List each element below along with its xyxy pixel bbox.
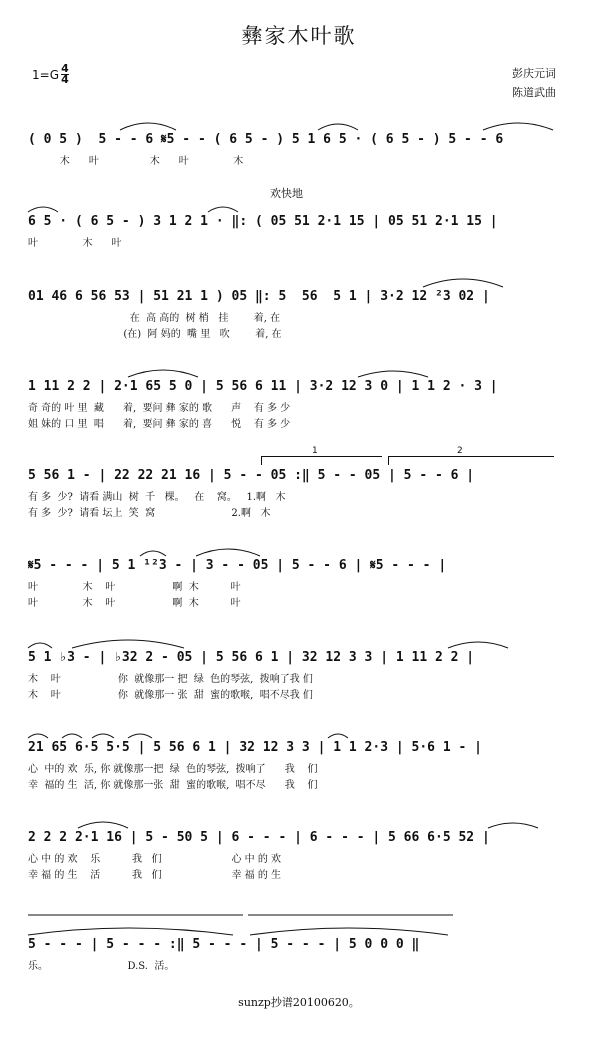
lyrics-verse-1: 叶 木 叶 <box>28 238 122 249</box>
notes-line: 𝄋5 - - - | 5 1 ¹²3 - | 3 - - 05 | 5 - - 6 | 𝄋5 - - - | <box>28 558 447 573</box>
notes-line: 01 46 6 56 53 | 51 21 1 ) 05 ‖: 5 56 5 1 | 3·2 12 ²3 02 | <box>28 289 490 304</box>
lyrics-verse-2: 姐 妹的 口 里 唱 着, 要问 彝 家的 喜 悦 有 多 少 <box>28 419 291 430</box>
lyrics-verse-2 <box>28 170 558 186</box>
lyrics-verse-1: 奇 奇的 叶 里 藏 着, 要问 彝 家的 歌 声 有 多 少 <box>28 403 291 414</box>
lyrics-verse-2: 幸 福的 生 活, 你 就像那一张 甜 蜜的歌喉, 唱不尽 我 们 <box>28 780 318 791</box>
credits <box>512 64 556 102</box>
lyrics-verse-1: 乐。 D.S. 活。 <box>28 961 175 972</box>
time-denominator: 4 <box>61 73 69 86</box>
lyrics-verse-1: 叶 木 叶 啊 木 叶 <box>28 582 241 593</box>
key-signature <box>32 64 69 85</box>
lyrics-verse-2: 幸 福 的 生 活 我 们 幸 福 的 生 <box>28 870 282 881</box>
composer: 陈道武曲 <box>512 86 556 99</box>
notes-line: 6 5 · ( 6 5 - ) 3 1 2 1 · ‖: ( 05 51 2·1 15 | 05 51 2·1 15 | <box>28 214 498 229</box>
notes-line: 2 2 2 2·1 16 | 5 - 50 5 | 6 - - - | 6 - - - | 5 66 6·5 52 | <box>28 830 490 845</box>
lyrics-verse-2 <box>28 252 558 268</box>
lyrics-verse-2: 木 叶 你 就像那一 张 甜 蜜的歌喉, 唱不尽我 们 <box>28 690 313 701</box>
notes-line: 5 56 1 - | 22 22 21 16 | 5 - - 05 :‖ 5 - - 05 | 5 - - 6 | <box>28 468 475 483</box>
lyrics-verse-2: 有 多 少? 请看 坛上 笑 窝 2.啊 木 <box>28 508 271 519</box>
tempo-marking: 欢快地 <box>270 187 303 200</box>
lyrics-verse-2: (在) 阿 妈的 嘴 里 吹 着, 在 <box>28 329 282 340</box>
lyrics-verse-1: 有 多 少? 请看 满山 树 千 棵。 在 窝。 1.啊 木 <box>28 492 286 503</box>
volta-first: 1 <box>261 456 382 465</box>
lyricist: 彭庆元词 <box>512 67 556 80</box>
key-text: 1=G <box>32 67 59 82</box>
song-title: 彝家木叶歌 <box>241 24 357 48</box>
lyrics-verse-1: 心 中 的 欢 乐 我 们 心 中 的 欢 <box>28 854 282 865</box>
lyrics-verse-1: 木 叶 木 叶 木 <box>28 156 244 167</box>
transcriber-note: sunzp抄谱20100620。 <box>238 996 360 1009</box>
lyrics-verse-1: 在 高 高的 树 梢 挂 着, 在 <box>28 313 281 324</box>
lyrics-verse-1: 心 中的 欢 乐, 你 就像那一把 绿 色的琴弦, 拨响了 我 们 <box>28 764 318 775</box>
notes-line: 21 65 6·5 5·5 | 5 56 6 1 | 32 12 3 3 | 1 1 2·3 | 5·6 1 - | <box>28 740 482 755</box>
lyrics-verse-1: 木 叶 你 就像那一 把 绿 色的琴弦, 拨响了我 们 <box>28 674 313 685</box>
volta-second: 2 <box>388 456 554 465</box>
time-numerator: 4 <box>61 62 69 75</box>
lyrics-verse-2 <box>28 975 558 991</box>
notes-line: 1 11 2 2 | 2·1 65 5 0 | 5 56 6 11 | 3·2 12 3 0 | 1 1 2 · 3 | <box>28 379 498 394</box>
notes-line: 5 1 ♭3 - | ♭32 2 - 05 | 5 56 6 1 | 32 12 3 3 | 1 11 2 2 | <box>28 650 475 665</box>
time-signature <box>61 64 69 85</box>
notes-line: ( 0 5 ) 5 - - 6 𝄋5 - - ( 6 5 - ) 5 1 6 5 · ( 6 5 - ) 5 - - 6 <box>28 132 504 147</box>
lyrics-verse-2: 叶 木 叶 啊 木 叶 <box>28 598 241 609</box>
notes-line: 5 - - - | 5 - - - :‖ 5 - - - | 5 - - - | 5 0 0 0 ‖ <box>28 937 420 952</box>
